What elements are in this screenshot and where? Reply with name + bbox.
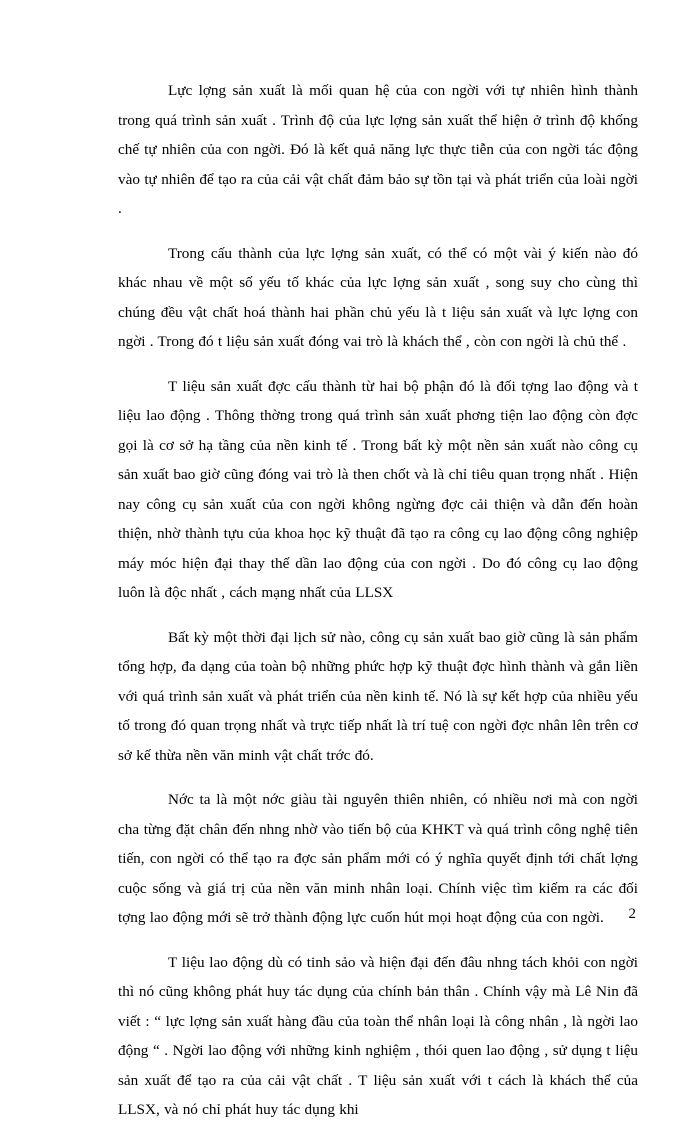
paragraph-6: T liệu lao động dù có tinh sảo và hiện đại đến đâu nhng tách khỏi con ngời thì nó cũng không phát huy tác dụng của chính bản thân . Chính vậy mà Lê Nin đã viết : “ lực lợng sản xuất hàng đầu của toàn thể nhân loại là công nhân , là ngời lao động “ . Ngời lao động với những kinh nghiệm , thói quen lao động , sử dụng t liệu sản xuất để tạo ra của cải vật chất . T liệu sản xuất với t cách là khách thể của LLSX, và nó chỉ phát huy tác dụng khi (118, 953, 638, 1118)
paragraph-3: T liệu sản xuất đợc cấu thành từ hai bộ phận đó là đối tợng lao động và t liệu lao động . Thông thờng trong quá trình sản xuất phơng tiện lao động còn đợc gọi là cơ sở hạ tầng của nền kinh tế . Trong bất kỳ một nền sản xuất nào công cụ sản xuất bao giờ cũng đóng vai trò là then chốt và là chỉ tiêu quan trọng nhất . Hiện nay công cụ sản xuất của con ngời không ngừng đợc cải thiện và dẫn đến hoàn thiện, nhờ thành tựu của khoa học kỹ thuật đã tạo ra công cụ lao động công nghiệp máy móc hiện đại thay thế dần lao động của con ngời . Do đó công cụ lao động luôn là độc nhất , cách mạng nhất của LLSX (118, 377, 638, 601)
document-body (118, 76, 638, 1140)
paragraph-5: Nớc ta là một nớc giàu tài nguyên thiên nhiên, có nhiều nơi mà con ngời cha từng đặt chân đến nhng nhờ vào tiến bộ của KHKT và quá trình công nghệ tiên tiến, con ngời có thể tạo ra đợc sản phẩm mới có ý nghĩa quyết định tới chất lợng cuộc sống và giá trị của nền văn minh nhân loại. Chính việc tìm kiếm ra các đối tợng lao động mới sẽ trở thành động lực cuốn hút mọi hoạt động của con ngời. (118, 791, 638, 926)
paragraph-2: Trong cấu thành của lực lợng sản xuất, có thể có một vài ý kiến nào đó khác nhau về một số yếu tố khác của lực lợng sản xuất , song suy cho cùng thì chúng đều vật chất hoá thành hai phần chủ yếu là t liệu sản xuất và lực lợng con ngời . Trong đó t liệu sản xuất đóng vai trò là khách thể , còn con ngời là chủ thể . (118, 244, 638, 350)
paragraph-4: Bất kỳ một thời đại lịch sử nào, công cụ sản xuất bao giờ cũng là sản phẩm tổng hợp, đa dạng của toàn bộ những phức hợp kỹ thuật đợc hình thành và gắn liền với quá trình sản xuất và phát triển của nền kinh tế. Nó là sự kết hợp của nhiều yếu tố trong đó quan trọng nhất và trực tiếp nhất là trí tuệ con ngời đợc nhân lên trên cơ sở kế thừa nền văn minh vật chất trớc đó. (118, 628, 638, 764)
paragraph-1: Lực lợng sản xuất là mối quan hệ của con ngời với tự nhiên hình thành trong quá trình sản xuất . Trình độ của lực lợng sản xuất thể hiện ở trình độ khống chế tự nhiên của con ngời. Đó là kết quả năng lực thực tiễn của con ngời tác động vào tự nhiên để tạo ra của cải vật chất đảm bảo sự tồn tại và phát triển của loài ngời . (118, 82, 638, 217)
page-number: 2 (628, 906, 636, 922)
